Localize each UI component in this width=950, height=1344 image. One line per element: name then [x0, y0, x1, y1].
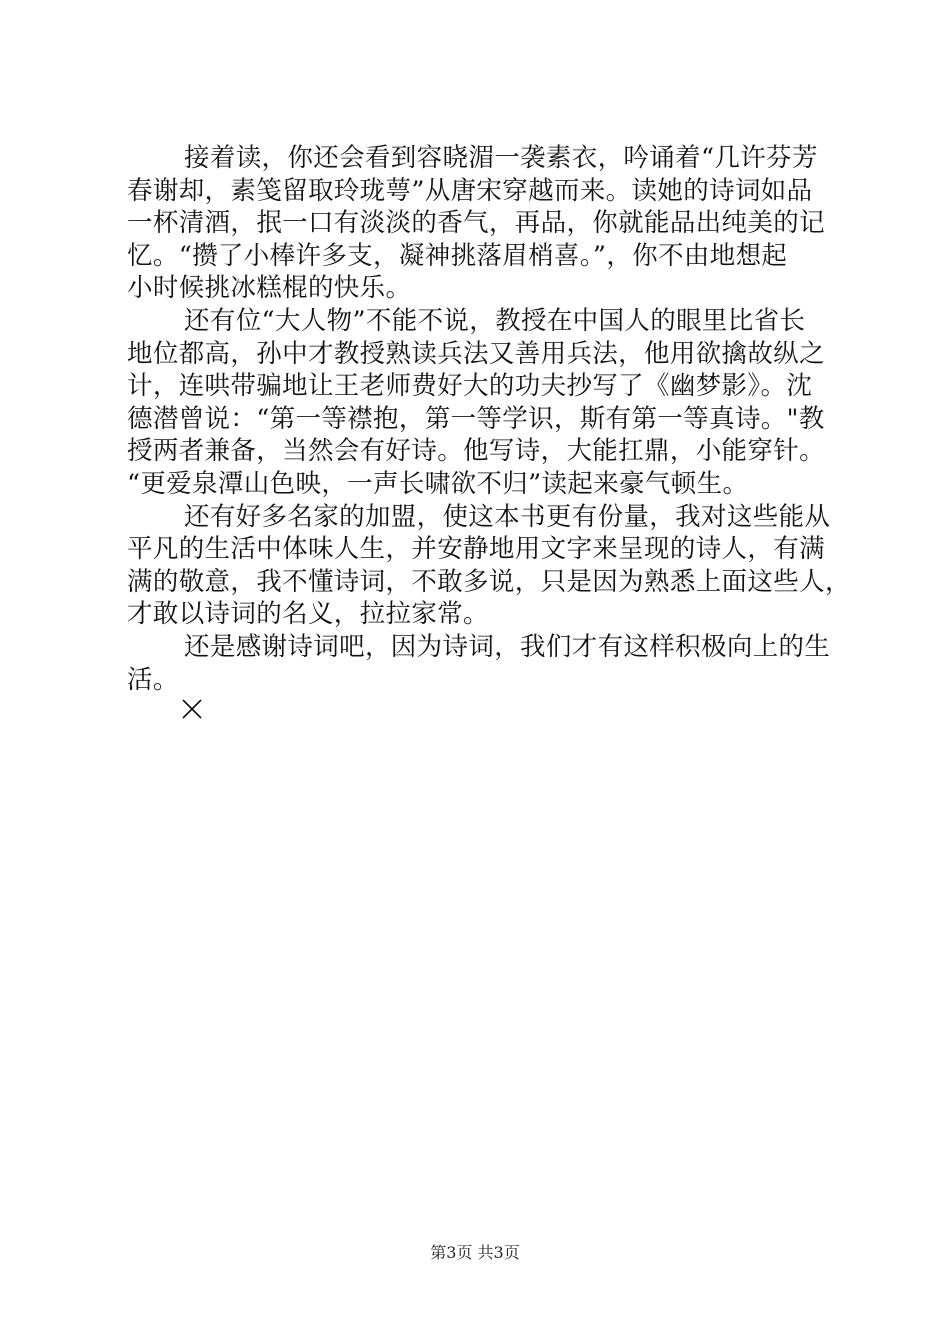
text-line: 授两者兼备，当然会有好诗。他写诗，大能扛鼎，小能穿针。 — [127, 436, 825, 467]
document-body — [127, 142, 851, 696]
text-line: 计，连哄带骗地让王老师费好大的功夫抄写了《幽梦影》。沈 — [127, 371, 813, 402]
text-line: 满的敬意，我不懂诗词，不敢多说，只是因为熟悉上面这些人， — [127, 566, 851, 597]
text-line: 地位都高，孙中才教授熟读兵法又善用兵法，他用欲擒故纵之 — [127, 338, 825, 369]
text-line: 才敢以诗词的名义，拉拉家常。 — [127, 599, 489, 630]
page-number-footer: 第3页 共3页 — [430, 1243, 520, 1262]
text-line: 德潜曾说：“第一等襟抱，第一等学识，斯有第一等真诗。"教 — [127, 403, 825, 434]
paragraph-4 — [127, 631, 829, 696]
text-line: 平凡的生活中体味人生，并安静地用文字来呈现的诗人，有满 — [127, 534, 825, 565]
paragraph-2 — [127, 305, 829, 501]
text-line: 春谢却，素笺留取玲珑萼”从唐宋穿越而来。读她的诗词如品 — [127, 175, 813, 206]
paragraph-3 — [127, 501, 851, 631]
cross-mark-icon — [181, 698, 203, 720]
text-line: 一杯清酒，抿一口有淡淡的香气，再品，你就能品出纯美的记 — [127, 208, 825, 239]
text-line: 还有位“大人物”不能不说，教授在中国人的眼里比省长 — [184, 305, 806, 336]
paragraph-1 — [127, 142, 829, 305]
text-line: 忆。“攒了小棒许多支，凝神挑落眉梢喜。”，你不由地想起 — [127, 240, 788, 271]
text-line: 还是感谢诗词吧，因为诗词，我们才有这样积极向上的生 — [184, 631, 831, 662]
text-line: “更爱泉潭山色映，一声长啸欲不归”读起来豪气顿生。 — [127, 468, 749, 499]
text-line: 接着读，你还会看到容晓湄一袭素衣，吟诵着“几许芬芳 — [184, 143, 818, 173]
text-line: 小时候挑冰糕棍的快乐。 — [127, 273, 412, 304]
text-line: 还有好多名家的加盟，使这本书更有份量，我对这些能从 — [184, 501, 831, 532]
text-line: 活。 — [127, 664, 179, 695]
